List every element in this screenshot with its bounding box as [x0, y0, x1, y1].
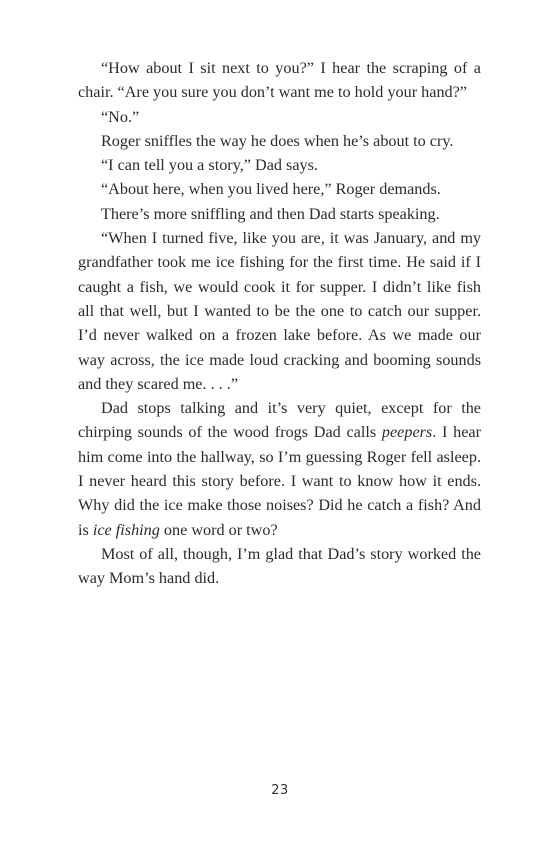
page-number: 23: [271, 783, 289, 798]
paragraph: [78, 153, 481, 177]
paragraph: [78, 56, 481, 105]
paragraph: [78, 202, 481, 226]
paragraph-text: There’s more sniffling and then Dad starts speaking.: [101, 204, 440, 223]
paragraph: [78, 226, 481, 396]
italic-text: peepers: [381, 423, 433, 442]
paragraph-text: . I hear him come into the hallway, so I’m guessing Roger fell asleep. I never heard this story before. I want to know how it ends. Why did the ice make those noises? Did he catch a fish? And is: [78, 423, 481, 539]
paragraph-text: “How about I sit next to you?” I hear the scraping of a chair. “Are you sure you don’t want me to hold your hand?”: [78, 59, 481, 102]
body-text: [78, 56, 481, 591]
italic-text: ice fishing: [92, 520, 160, 539]
paragraph-text: “About here, when you lived here,” Roger demands.: [101, 180, 441, 199]
paragraph: [78, 129, 481, 153]
paragraph: [78, 177, 481, 201]
paragraph-text: one word or two?: [159, 520, 278, 539]
paragraph-text: “No.”: [101, 107, 140, 126]
paragraph-text: Dad stops talking and it’s very quiet, except for the chirping sounds of the wood frogs Dad calls: [78, 399, 481, 442]
paragraph-text: “I can tell you a story,” Dad says.: [101, 156, 318, 175]
paragraph: [78, 396, 481, 542]
paragraph: [78, 105, 481, 129]
paragraph-text: “When I turned five, like you are, it was January, and my grandfather took me ice fishing for the first time. He said if I caught a fish, we would cook it for supper. I didn’t like fish all that well, but I wanted to be the one to catch our supper. I’d never walked on a frozen lake before. As we made our way across, the ice made loud cracking and booming sounds and they scared me. . . .”: [78, 229, 481, 393]
paragraph-text: Most of all, though, I’m glad that Dad’s story worked the way Mom’s hand did.: [78, 544, 481, 588]
paragraph-text: Roger sniffles the way he does when he’s about to cry.: [101, 131, 454, 150]
paragraph: [78, 542, 481, 591]
